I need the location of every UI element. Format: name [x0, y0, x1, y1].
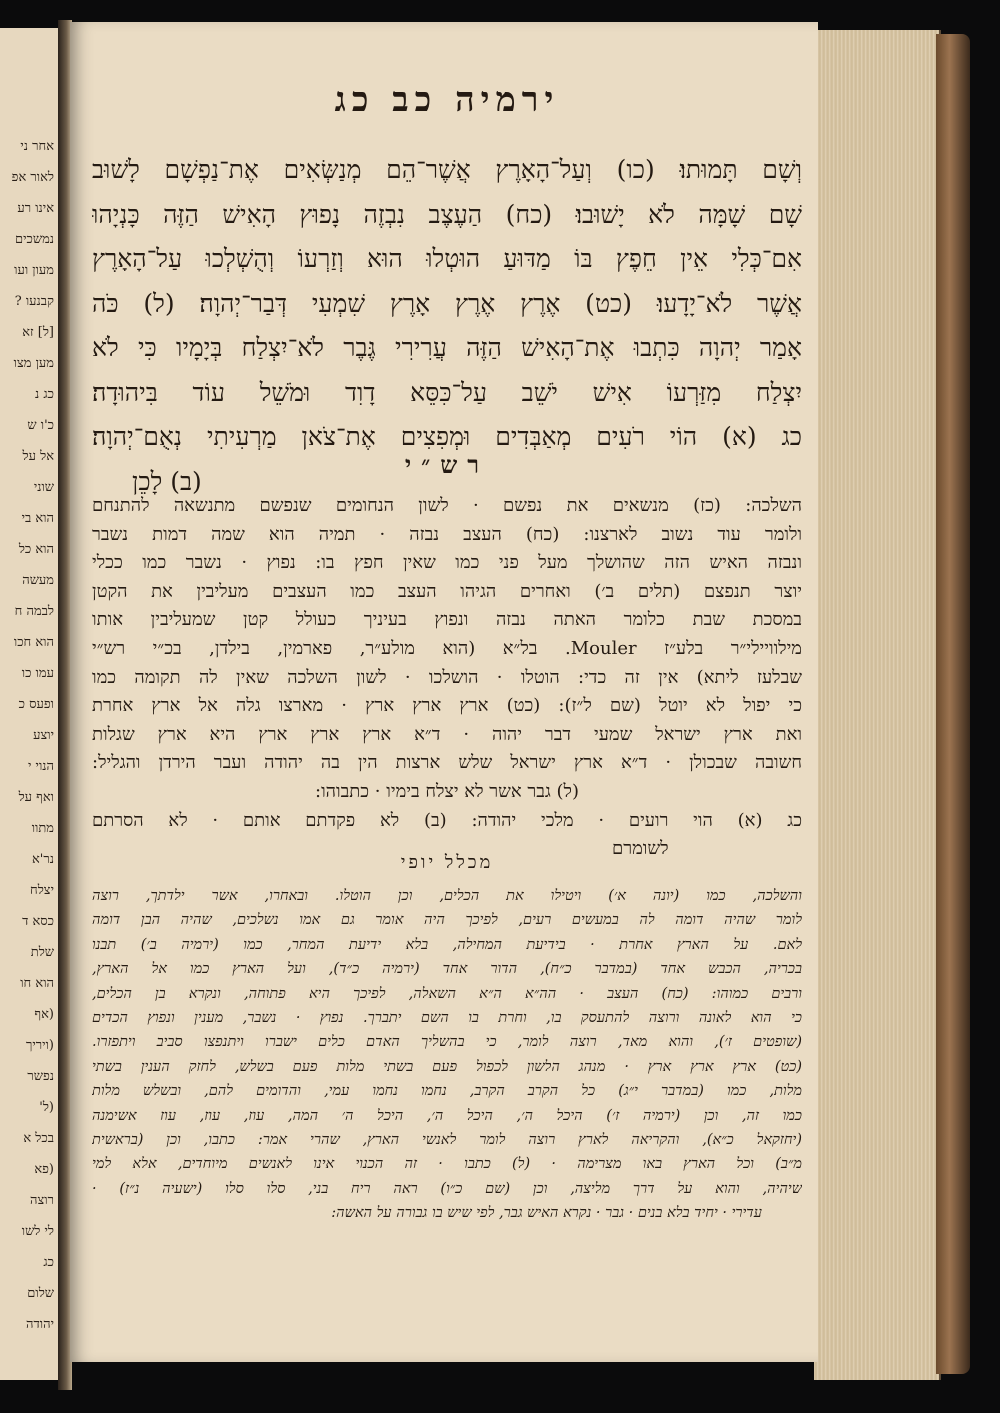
rashi-line: השלכה: (כז) מנשאים את נפשם · לשון הנחומים שנפשם מתנשאה להתנחם: [92, 495, 802, 516]
left-page-fragment: (ל': [39, 1100, 54, 1115]
rashi-line: כג (א) הוי רועים · מלכי יהודה: (ב) לא פקדתם אותם · לא הסרתם: [92, 809, 802, 831]
left-page-fragment: לבמה ח: [14, 604, 54, 619]
left-page-fragment: קבנעו ?: [14, 294, 54, 309]
left-page-fragment: שלום: [27, 1286, 54, 1301]
left-page-fragment: כסא ד: [22, 914, 54, 929]
left-page-fragment: לי לשו: [21, 1224, 54, 1239]
rashi-line: (ל) גבר אשר לא יצלח בימיו · כתבוהו:: [315, 780, 579, 802]
mikhlal-yofi-heading: מכלל יופי: [400, 852, 494, 873]
left-page-fragment: הוא בי: [21, 511, 54, 526]
left-page-fragment: (פא: [34, 1162, 54, 1177]
left-page-fragment: הוא חכו: [13, 635, 54, 650]
verse-line: אָמַר יְהוָה כִּתְבוּ אֶת־הָאִישׁ הַזֶּה עֲרִירִי גֶּבֶר לֹא־יִצְלַח בְּיָמָיו כִּי לֹא: [92, 333, 802, 362]
left-page-fragment: כג נ: [34, 387, 54, 402]
left-page-fragment: הנוי י: [28, 759, 54, 774]
rashi-heading: רש״י: [404, 450, 490, 479]
left-page-fragment: אינו רע: [17, 201, 54, 216]
left-page-fragment: שוני: [33, 480, 54, 495]
left-page-fragment: מעשה: [22, 573, 54, 588]
left-page-fragment: בכל א: [23, 1131, 54, 1146]
left-page-fragment: כ'ו ש: [27, 418, 54, 433]
left-page-fragment: ופעס כ: [18, 697, 54, 712]
mikhlal-line: (שופטים ז׳), והוא מאד, רוצה לומר, כי בהשליך האדם כלים ישברו ויתנפצו סביב ויתפזרו.: [92, 1034, 802, 1051]
rashi-line: חשובה שבכולן · ד״א ארץ ישראל שלש ארצות הין בה יהודה ועבר הירדן והגליל:: [92, 752, 802, 774]
left-page-fragment: מען מצו: [13, 356, 54, 371]
verse-line: יִצְלַח מִזַּרְעוֹ אִישׁ יֹשֵׁב עַל־כִּסֵּא דָוִד וּמֹשֵׁל עוֹד בִּיהוּדָה׃: [92, 377, 802, 407]
left-page-fragment: הוא כל: [18, 542, 54, 557]
rashi-line: לשומרם: [612, 838, 669, 860]
mikhlal-line: מ״ב) וכל הארץ באו מצרימה · (ל) כתבו · זה הכנוי אינו לאנשים מיוחדים, אלא למי: [92, 1156, 802, 1173]
mikhlal-line: (יחזקאל כ״א), והקריאה לארץ רוצה לומר לאנשי הארץ, שהרי אמר: כתבו, וכן (בראשית: [92, 1132, 802, 1149]
mikhlal-line: ורבים כמוהו: (כח) העצב · הה״א ה״א השאלה, לפיכך היא פתוחה, ונקרא בן הכלים,: [92, 985, 802, 1002]
right-page: [70, 22, 818, 1362]
verse-line: וְשָׁם תָּמוּתוּ׃ (כו) וְעַל־הָאָרֶץ אֲשֶׁר־הֵם מְנַשְּׂאִים אֶת־נַפְשָׁם לָשׁוּב: [92, 155, 802, 184]
left-page-fragment: יהודה: [26, 1317, 54, 1332]
rashi-line: שבלעז ליתא) אין זה כדי: הוטלו · הושלכו · לשון השלכה שאין לה תקומה כמו: [92, 666, 802, 688]
rashi-commentary: [92, 492, 802, 864]
verse-line: כג (א) הוֹי רֹעִים מְאַבְּדִים וּמְפִצִים אֶת־צֹאן מַרְעִיתִי נְאֻם־יְהוָה׃: [92, 422, 802, 451]
left-page-fragment: שלת: [30, 945, 54, 960]
left-page-fragment: (אף: [34, 1007, 54, 1022]
rashi-line: יוצר תנפצם (תלים ב׳) ואחרים הגיהו העצב כמו העצבים מעליבין את הקטן: [92, 580, 802, 602]
rashi-line: ולומר עוד נשוב לארצנו: (כח) העצב נבזה · תמיה הוא שמה דמות נשבר: [92, 523, 802, 545]
left-page-fragment: מתוו: [31, 821, 54, 836]
left-page-fragment: כג: [43, 1255, 54, 1270]
left-page-fragment: יצלח: [30, 883, 54, 898]
left-page-fragment: רוצה: [29, 1193, 54, 1208]
rashi-line: במסכת שבת כלומר האתה נבזה ונפוץ בעיניך כעולל קטן שמעליבין אותו: [92, 609, 802, 631]
mikhlal-yofi-commentary: [92, 884, 802, 1226]
mikhlal-line: לאם. על הארץ אחרת · בידיעת המחילה, בלא ידיעת המחר, כמו (ירמיה ב׳) תבנו: [92, 936, 802, 953]
left-page-fragment: אל על: [22, 449, 54, 464]
rashi-line: כי יפול לא יוטל (שם ל״ז): (כט) ארץ ארץ ארץ · מארצו גלה אל ארץ אחרת: [92, 695, 802, 717]
mikhlal-line: כי הוא לאונה ורוצה להתעסק בו, וחרת בו השם יתברך. נפוץ · נשבר, מענין ונפוץ הכדים: [92, 1010, 802, 1027]
left-page-fragment: נמשכים: [14, 232, 54, 247]
running-head: ירמיה כב כג: [334, 80, 560, 120]
mikhlal-line: עדירי · יחיד בלא בנים · גבר · נקרא האיש גבר, לפי שיש בו גבורה על האשה:: [331, 1205, 762, 1222]
book-cover-edge: [936, 34, 970, 1374]
rashi-line: ונבזה האיש הזה שהושלך מעל פני כמו שאין חפץ בו: נפוץ · נשבר כמו ככלי: [92, 552, 802, 574]
left-page-fragment: הוא חו: [20, 976, 54, 991]
left-page-fragment: יוצע: [33, 728, 54, 743]
rashi-line: ואת ארץ ישראל שמעי דבר יהוה · ד״א ארץ ארץ ארץ היא ארץ שגלות: [92, 723, 802, 745]
verse-line: אִם־כְּלִי אֵין חֵפֶץ בּוֹ מַדּוּעַ הוּטְלוּ הוּא וְזַרְעוֹ וְהֻשְׁלְכוּ עַל־הָאָרֶץ: [92, 244, 802, 273]
left-page-fragment: אחר ני: [20, 139, 54, 154]
mikhlal-line: מלות, כמו (במדבר י״ג) כל הקרב הקרב, נחמו נחמו עמי, והדומים להם, ובשלש מלות: [92, 1083, 802, 1100]
mikhlal-line: כמו זה, וכן (ירמיה ז׳) היכל ה׳, היכל ה׳, היכל ה׳ המה, עוז, עוז, עוז אשימנה: [92, 1107, 802, 1124]
mikhlal-line: והשלכה, כמו (יונה א׳) ויטילו את הכלים, וכן הוטלו. ובאחרו, אשר ילדתך, רוצה: [92, 888, 802, 904]
verse-line: אֲשֶׁר לֹא־יָדָעוּ׃ (כט) אֶרֶץ אֶרֶץ אָרֶץ שִׁמְעִי דְּבַר־יְהוָה׃ (ל) כֹּה: [92, 288, 802, 318]
rashi-line: מילוויילי״ר בלע״ז Mouler. בל״א (הוא מולע״ר, פארמין, בילדן, בכ״י רש״י: [92, 637, 802, 659]
left-page-edge: [0, 28, 64, 1380]
left-page-fragment: ואף על: [18, 790, 54, 805]
left-page-fragment: נר'א: [32, 852, 54, 867]
left-page-fragment: נפשר: [27, 1069, 54, 1084]
mikhlal-line: בכריה, הכבש אחד (במדבר כ״ח), הדור אחד (ירמיה כ״ד), ועל הארץ כמו אל הארץ,: [92, 961, 802, 978]
left-page-fragment: לאור אפ: [11, 170, 54, 185]
left-page-fragment: [ל] זא: [22, 325, 54, 340]
mikhlal-line: לומר שהיה דומה לה במעשים רעים, לפיכך היה אומר גם אמו נשלכים, שהיה הבן דומה: [92, 912, 802, 929]
verse-line: (ב) לָכֵן: [132, 466, 202, 496]
verse-line: שָׁם שָׁמָּה לֹא יָשׁוּבוּ׃ (כח) הַעֶצֶב נִבְזֶה נָפוּץ הָאִישׁ הַזֶּה כָּנְיָהוּ: [92, 199, 802, 229]
mikhlal-line: שיהיה, והוא על דרך מליצה, וכן (שם כ״ו) ראה ריח בני, סלו סלו (ישעיה נ״ז) ·: [92, 1180, 802, 1197]
left-page-fragment: (ויריך: [26, 1038, 54, 1053]
mikhlal-line: (כט) ארץ ארץ ארץ · מנהג הלשון לכפול פעם בשתי מלות פעם בשלש, לחזק הענין בשתי: [92, 1058, 802, 1075]
page-edges: [814, 30, 941, 1380]
left-page-fragment: מעון ועו: [14, 263, 54, 278]
left-page-fragment: עמו כו: [21, 666, 54, 681]
